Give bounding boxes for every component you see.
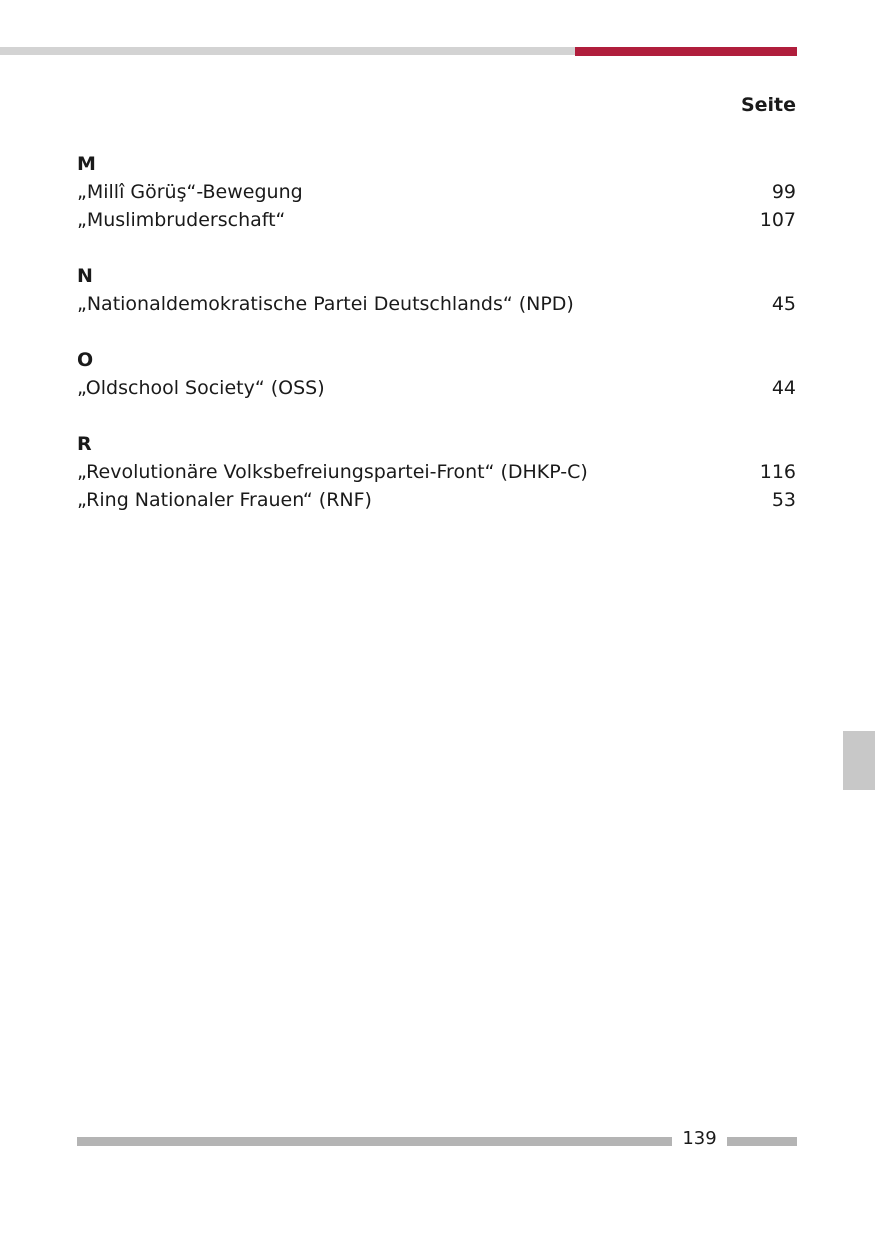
- index-section-r: [77, 430, 796, 514]
- thumb-index-tab: [843, 731, 875, 790]
- index-entry: [77, 290, 796, 318]
- footer-rule-right: [727, 1137, 797, 1146]
- entry-page-number: 116: [759, 461, 796, 483]
- entry-page-number: 44: [771, 377, 796, 399]
- section-letter: R: [77, 433, 92, 455]
- index-section-n: [77, 262, 796, 318]
- section-letter: M: [77, 153, 96, 175]
- footer-rule-left: [77, 1137, 672, 1146]
- index-list: [77, 150, 796, 542]
- section-letter: N: [77, 265, 93, 287]
- entry-label: „Muslimbruderschaft“: [77, 209, 286, 231]
- index-entry: [77, 458, 796, 486]
- index-entry: [77, 486, 796, 514]
- index-entry: [77, 206, 796, 234]
- entry-label: „Ring Nationaler Frauen“ (RNF): [77, 489, 372, 511]
- entry-label: „Nationaldemokratische Partei Deutschlands“ (NPD): [77, 293, 574, 315]
- entry-label: „Oldschool Society“ (OSS): [77, 377, 325, 399]
- section-letter: O: [77, 349, 94, 371]
- top-rule-gray: [0, 47, 575, 55]
- index-section-m: [77, 150, 796, 234]
- entry-page-number: 99: [771, 181, 796, 203]
- entry-label: „Revolutionäre Volksbefreiungspartei-Front“ (DHKP-C): [77, 461, 588, 483]
- index-entry: [77, 374, 796, 402]
- index-section-o: [77, 346, 796, 402]
- top-rule-accent: [575, 47, 797, 56]
- index-entry: [77, 178, 796, 206]
- entry-page-number: 107: [759, 209, 796, 231]
- page-number: 139: [682, 1128, 717, 1149]
- page-column-header: Seite: [740, 94, 796, 116]
- entry-page-number: 45: [771, 293, 796, 315]
- entry-page-number: 53: [771, 489, 796, 511]
- entry-label: „Millî Görüş“-Bewegung: [77, 181, 303, 203]
